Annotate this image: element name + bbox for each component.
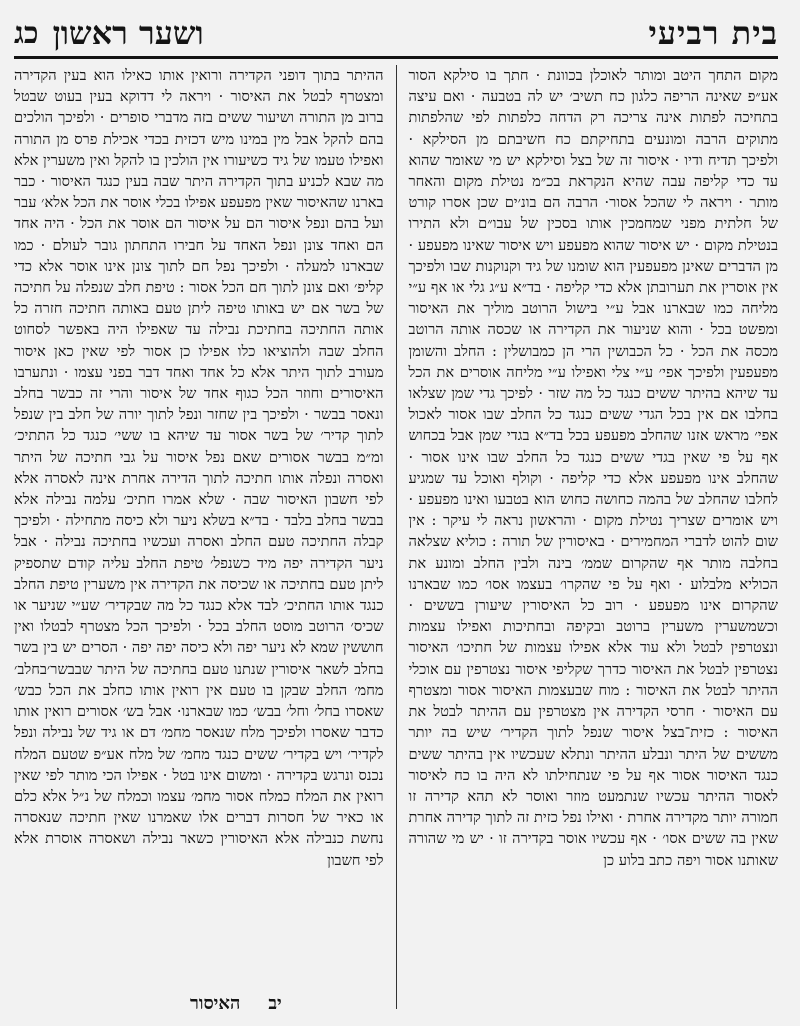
running-title-left-group (14, 14, 204, 52)
running-title-right: בית רביעי (648, 14, 778, 52)
running-header (14, 14, 778, 52)
column-separator (396, 65, 397, 1009)
header-rule (14, 56, 778, 59)
signature-mark: יב (268, 993, 282, 1014)
running-title-left: ושער ראשון (52, 14, 204, 52)
catchword: האיסור (190, 993, 241, 1014)
column-left (14, 65, 394, 1009)
page-number: כג (14, 15, 39, 51)
column-right (399, 65, 779, 1009)
text-columns (14, 65, 778, 1009)
page-footer (190, 993, 282, 1014)
column-left-text: ההיתר בתוך דופני הקדירה ורואין אותו כאילו הוא בעין הקדירה ומצטרף לבטל את האיסור · ויראה לי דדוקא בעין בעוט שבטל ברוב מן התורה ושיעור ששים בזה מדברי סופרים · ולפיכך הולכים בהם להקל אבל מין במינו מיש דכזית בכדי אכילת פרס מן התורה ואפילו טעמו של גיד כשיעורו אין הולכין בו להקל ואין משערין אלא מה שבא לכניע בתוך הקדירה היתר שבה בעין כנגד האיסור · כבר בארנו שהאיסור שאין מפעפע אפילו בכלי אוסר את הכל אלא׳ עבר ועל בהם ונפל איסור הם על איסור הם אוסר את הכל · היה אחד הם ואחד צונן ונפל האחד על חבירו התחתון גובר לעולם · כמו שבארנו למעלה · ולפיכך נפל חם לתוך צונן אינו אוסר אלא כדי קליפ׳ ואם צונן לתוך חם הכל אסור : טיפת חלב שנפלה על חתיכה של בשר אם יש באותו טיפה ליתן טעם באותה חתיכה חזרה כל אותה החתיכה בחתיכת נבילה עד שאפילו היה באפשר לסחוט החלב שבה ולהוציאו כלו אפילו כן אסור לפי שאין כאן איסור מעורב לתוך היתר אלא כל אחד ואחד דבר בפני עצמו · ונתערבו האיסורים וחוזר הכל כגוף אחד של איסור והרי זה כבשר בחלב ונאסר בבשר · ולפיכך בין שחזר ונפל לתוך יורה של חלב בין שנפל לתוך קדיר׳ של בשר אסור עד שיהא בו ששי׳ כנגד כל התתיכ׳ ומ״מ בבשר אסורים שאם נפל איסור על גבי חתיכה של היתר ואסרה ונפלה אותו חתיכה לתוך הדירה אחרת אינה לאסרה אלא לפי חשבון האיסור שבה · שלא אמרו חתיכ׳ עלמה נבילה אלא בבשר בחלב בלבד · בד״א בשלא ניער ולא כיסה מתחילה · ולפיכך קבלה החתיכה טעם החלב ואסרה ועכשיו בחתיכה נבילה · אבל ניער הקדירה יפה מיד כשנפל׳ טיפת החלב עליה קודם שתספיק ליתן טעם בחתיכה או שכיסה את הקדירה אין משערין טיפת החלב כנגד אותו החתיכ׳ לבד אלא כנגד כל מה שבקדיר׳ שע״י שניער או שכיס׳ הרוטב מוסט החלב בכל · ולפיכך הכל מצטרף לבטלו ואין חוששין שמא לא ניער יפה ולא כיסה יפה יפה · הסרים יש בין בשר בחלב לשאר איסורין שנתנו טעם בחתיכה של היתר שבבשר׳בחלב׳ מחמ׳ החלב שבקן בו טעם אין רואין אותו כחלב את הכל כבש׳ שאסרו בחל׳ וחל׳ בבש׳ כמו שבארנו· אבל בש׳ אסורים רואין אותו כדבר שאסרו ולפיכך מלח שנאסר מחמ׳ דם או גיד של נבילה ונפל לקדיר׳ ויש בקדיר׳ ששים כנגד מחמ׳ של מלח אע״פ שטעם המלח נכנס ונרגש בקדירה · ומשום אינו בטל · אפילו הכי מותר לפי שאין רואין את המלח כמלח אסור מחמ׳ עצמו וכמלח של נ״ל אלא כלם או כאיר של חסרות דברים אלו שאמרנו שאין חתיכה שנאסרה נחשת כנבילה אלא האיסורין כשאר נבילה ושאסרה אוסרת אלא לפי חשבון (14, 67, 384, 869)
column-right-text: מקום התחך היטב ומותר לאוכלן בכוונת · חתך בו סילקא הסור אע״פ שאינה הריפה כלגון כח תשיב׳ יש לה בטבעה · ואם עיצה בתחיכה לפתות אינה צריכה רק הדחה כלפתות לפי שהלפתות מתוקים הרבה ומונעים בתחיקתם כח חשיבתם מן הסילקא · ולפיכך תדיח ודיו · איסור זה של בצל וסילקא יש מי שאומר שהוא עד כדי קליפה עבה שהיא הנקראת בכ״מ נטילת מקום והאחר מותר · ויראה לי שהכל אסור· הרבה הם בונ׳ים שכן אסרו קורט של חלתית מפני שמחמכין אותו בסכין של עבו״ם ולא התירו בנטילת מקום · יש איסור שהוא מפעפע ויש איסור שאינו מפעפע · מן הדברים שאינן מפעפעין הוא שומנו של גיד וקנוקנות שבו ולפיכך אין אוסרין את תערובתן אלא כדי קליפה · בד״א ע״ג גלי או אף ע״י מליחה כמו שבארנו אבל ע״י בישול הרוטב מוליך את האיסור ומפשט בכל · והוא שניעור את הקדירה או שכסה אותה הרוטב מכסה את הכל · כל הכבושין הרי הן כמבושלין : החלב והשומן מפעפעין ולפיכך אפי׳ ע״י צלי ואפילו ע״י מליחה אוסרים את הכל עד שיהא בהיתר ששים כנגד כל מה שזר · לפיכך גדי שמן שצלאו בחלבו אם אין בכל הגדי ששים כנגד כל החלב שבו אסור לאכול אפי׳ מראש אזנו שהחלב מפעפע בכל בד״א בגדי שמן אבל בכחוש אף על פי שאין בגדי ששים כנגד כל החלב שבו אינו אסור · שהחלב אינו מפעפע אלא כדי קליפה · וקולף ואוכל עד שמגיע לחלבו שהחלב של בהמה כחושה כחוש הוא בטבעו ואינו מפעפע · ויש אומרים שצריך נטילת מקום · והראשון נראה לי עיקר : אין שום להוט לדברי המחמירים · באיסורין של תורה : כוליא שצלאה בחלבה מותר אף שהקרום שממ׳ בינה ולבין החלב ומונע את הכוליא מלבלוע · ואף על פי שהקרו׳ בעצמו אסו׳ כמו שבארנו שהקרום אינו מפעפע · רוב כל האיסורין שיעורן בששים · וכשמשערין משערין ברוטב ובקיפה ובחתיכות ואפילו עצמות ונצטרפין לבטל ולא עוד אלא אפילו עצמות של חתיכו׳ האיסור נצטרפין לבטל את האיסור כדרך שקליפי איסור נצטרפין עם אוכלי ההיתר לבטל את האיסור : מוח שבעצמות האיסור אסור ומצטרף עם האיסור · חרסי הקדירה אין מצטרפין עם ההיתר לבטל את האיסור : כזית־בצל איסור שנפל לתוך הקדיר׳ שיש בה יותר מששים של היתר ונבלע ההיתר ונתלא שעכשיו אין בהיתר ששים כנגד האיסור אסור אף על פי שנתחילתו לא היה בו כח לאיסור לאסור ההיתר עכשיו שנתמעט מוזר ואוסר לא תהא קדירה זו חמורה יותר מקדירה אחרת · ואילו נפל כזית זה לתוך קדירה אחרת שאין בה ששים אסו׳ · אף עכשיו אוסר בקדירה זו · יש מי שהורה שאותנו אסור ויפה כתב בלוע כן (408, 67, 778, 869)
